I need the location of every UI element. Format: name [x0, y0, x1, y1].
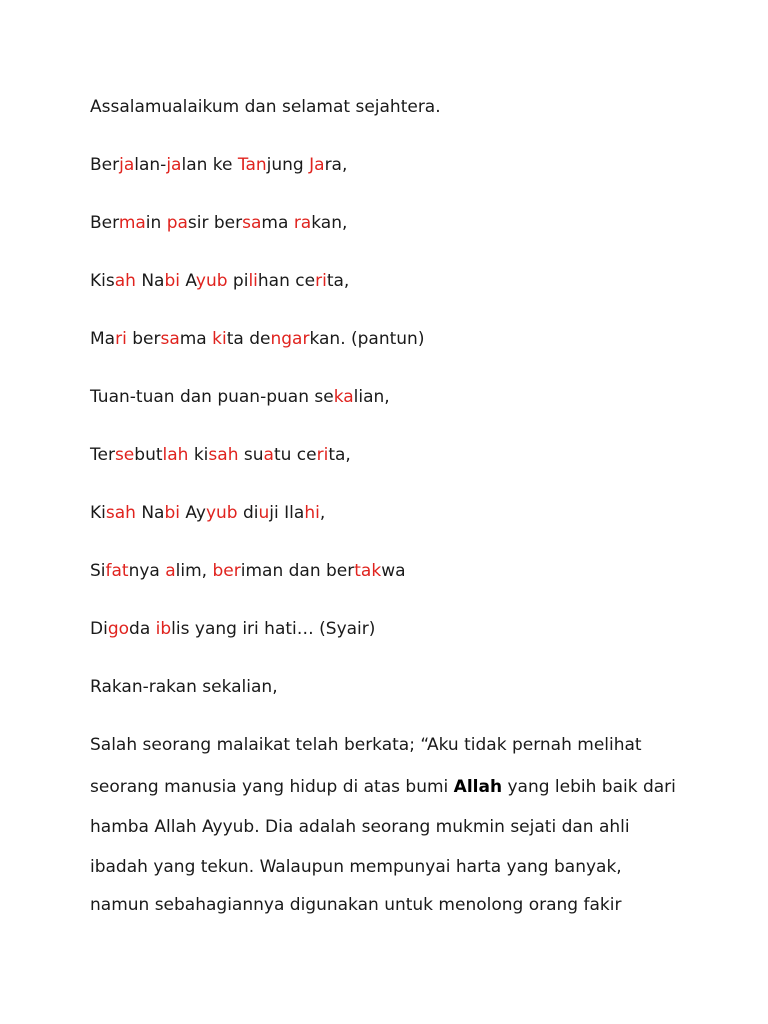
text-segment: Salah seorang malaikat telah berkata; “Aku tidak pernah melihat — [90, 735, 642, 755]
text-segment: but — [134, 445, 163, 465]
text-line — [90, 328, 424, 350]
text-segment: han ce — [257, 271, 316, 291]
text-segment: iman dan ber — [240, 561, 355, 581]
text-segment: Ber — [90, 155, 120, 175]
highlighted-syllable: go — [107, 619, 130, 639]
highlighted-syllable: sa — [160, 329, 180, 349]
highlighted-syllable: u — [258, 503, 270, 523]
text-line — [90, 502, 325, 524]
text-line — [90, 560, 406, 582]
highlighted-syllable: ber — [212, 561, 241, 581]
text-line — [90, 734, 642, 756]
highlighted-syllable: ri — [316, 445, 329, 465]
highlighted-syllable: ri — [315, 271, 327, 291]
text-segment: nya — [128, 561, 166, 581]
text-segment: sir ber — [187, 213, 243, 233]
text-segment: tu ce — [273, 445, 317, 465]
text-segment: in — [145, 213, 167, 233]
text-line — [90, 676, 278, 698]
text-segment: Ter — [90, 445, 115, 465]
highlighted-syllable: ma — [118, 213, 146, 233]
highlighted-syllable: yub — [205, 503, 238, 523]
highlighted-syllable: bi — [164, 271, 180, 291]
highlighted-syllable: ja — [119, 155, 135, 175]
highlighted-syllable: fat — [105, 561, 129, 581]
text-segment: ji Ila — [269, 503, 305, 523]
text-segment: ta, — [326, 271, 350, 291]
text-segment: Si — [90, 561, 106, 581]
text-segment: da — [129, 619, 156, 639]
highlighted-syllable: li — [248, 271, 258, 291]
highlighted-syllable: se — [114, 445, 135, 465]
highlighted-syllable: Tan — [237, 155, 267, 175]
highlighted-syllable: tak — [354, 561, 382, 581]
highlighted-syllable: sa — [242, 213, 262, 233]
text-segment: ber — [126, 329, 161, 349]
text-segment: Na — [135, 271, 165, 291]
highlighted-syllable: a — [165, 561, 176, 581]
text-segment: Tuan-tuan dan puan-puan se — [90, 387, 334, 407]
text-line — [90, 894, 621, 916]
text-segment: lis yang iri hati… (Syair) — [171, 619, 376, 639]
text-segment: Na — [135, 503, 165, 523]
text-segment: lim, — [175, 561, 213, 581]
highlighted-syllable: ngar — [270, 329, 310, 349]
highlighted-syllable: bi — [164, 503, 180, 523]
text-segment: su — [238, 445, 264, 465]
text-segment: lian, — [353, 387, 390, 407]
text-segment: namun sebahagiannya digunakan untuk menolong orang fakir — [90, 895, 622, 915]
highlighted-syllable: ja — [166, 155, 182, 175]
text-segment: A — [180, 271, 196, 291]
text-segment: Kis — [90, 271, 115, 291]
highlighted-syllable: ah — [114, 271, 136, 291]
text-segment: lan ke — [181, 155, 238, 175]
text-segment: ma — [179, 329, 213, 349]
highlighted-syllable: ra — [293, 213, 312, 233]
text-segment: hamba Allah Ayyub. Dia adalah seorang mukmin sejati dan ahli — [90, 817, 630, 837]
text-segment: Di — [90, 619, 108, 639]
bold-word: Allah — [453, 777, 503, 797]
text-segment: ra, — [324, 155, 348, 175]
text-segment: Assalamualaikum dan selamat sejahtera. — [90, 97, 441, 117]
text-segment: ta, — [328, 445, 351, 465]
highlighted-syllable: a — [263, 445, 274, 465]
text-segment: ki — [188, 445, 209, 465]
highlighted-syllable: pa — [166, 213, 188, 233]
text-segment: pi — [227, 271, 249, 291]
text-line — [90, 154, 347, 176]
text-segment: Ki — [90, 503, 106, 523]
text-segment: kan, — [311, 213, 348, 233]
text-segment: lan- — [134, 155, 167, 175]
highlighted-syllable: Ja — [309, 155, 325, 175]
text-segment: di — [237, 503, 259, 523]
highlighted-syllable: ri — [115, 329, 127, 349]
text-line — [90, 856, 622, 878]
highlighted-syllable: sah — [105, 503, 136, 523]
text-line — [90, 212, 347, 234]
text-segment: seorang manusia yang hidup di atas bumi — [90, 777, 454, 797]
text-segment: jung — [266, 155, 310, 175]
highlighted-syllable: hi — [304, 503, 320, 523]
highlighted-syllable: ki — [212, 329, 227, 349]
text-segment: ta de — [226, 329, 271, 349]
text-segment: Rakan-rakan sekalian, — [90, 677, 278, 697]
text-line — [90, 444, 351, 466]
highlighted-syllable: ka — [333, 387, 354, 407]
highlighted-syllable: yub — [195, 271, 228, 291]
text-segment: , — [319, 503, 326, 523]
text-line — [90, 386, 390, 408]
text-line — [90, 618, 375, 640]
text-line — [90, 270, 349, 292]
highlighted-syllable: ib — [155, 619, 172, 639]
text-segment: yang lebih baik dari — [502, 777, 676, 797]
text-segment: ibadah yang tekun. Walaupun mempunyai harta yang banyak, — [90, 857, 622, 877]
text-segment: Ay — [180, 503, 206, 523]
text-segment: kan. (pantun) — [309, 329, 425, 349]
text-segment: ma — [261, 213, 294, 233]
highlighted-syllable: lah — [162, 445, 189, 465]
text-segment: Ber — [90, 213, 119, 233]
text-segment: Ma — [90, 329, 116, 349]
text-line — [90, 776, 676, 798]
text-segment: wa — [381, 561, 406, 581]
text-line — [90, 816, 630, 838]
highlighted-syllable: sah — [208, 445, 239, 465]
text-line — [90, 96, 441, 118]
